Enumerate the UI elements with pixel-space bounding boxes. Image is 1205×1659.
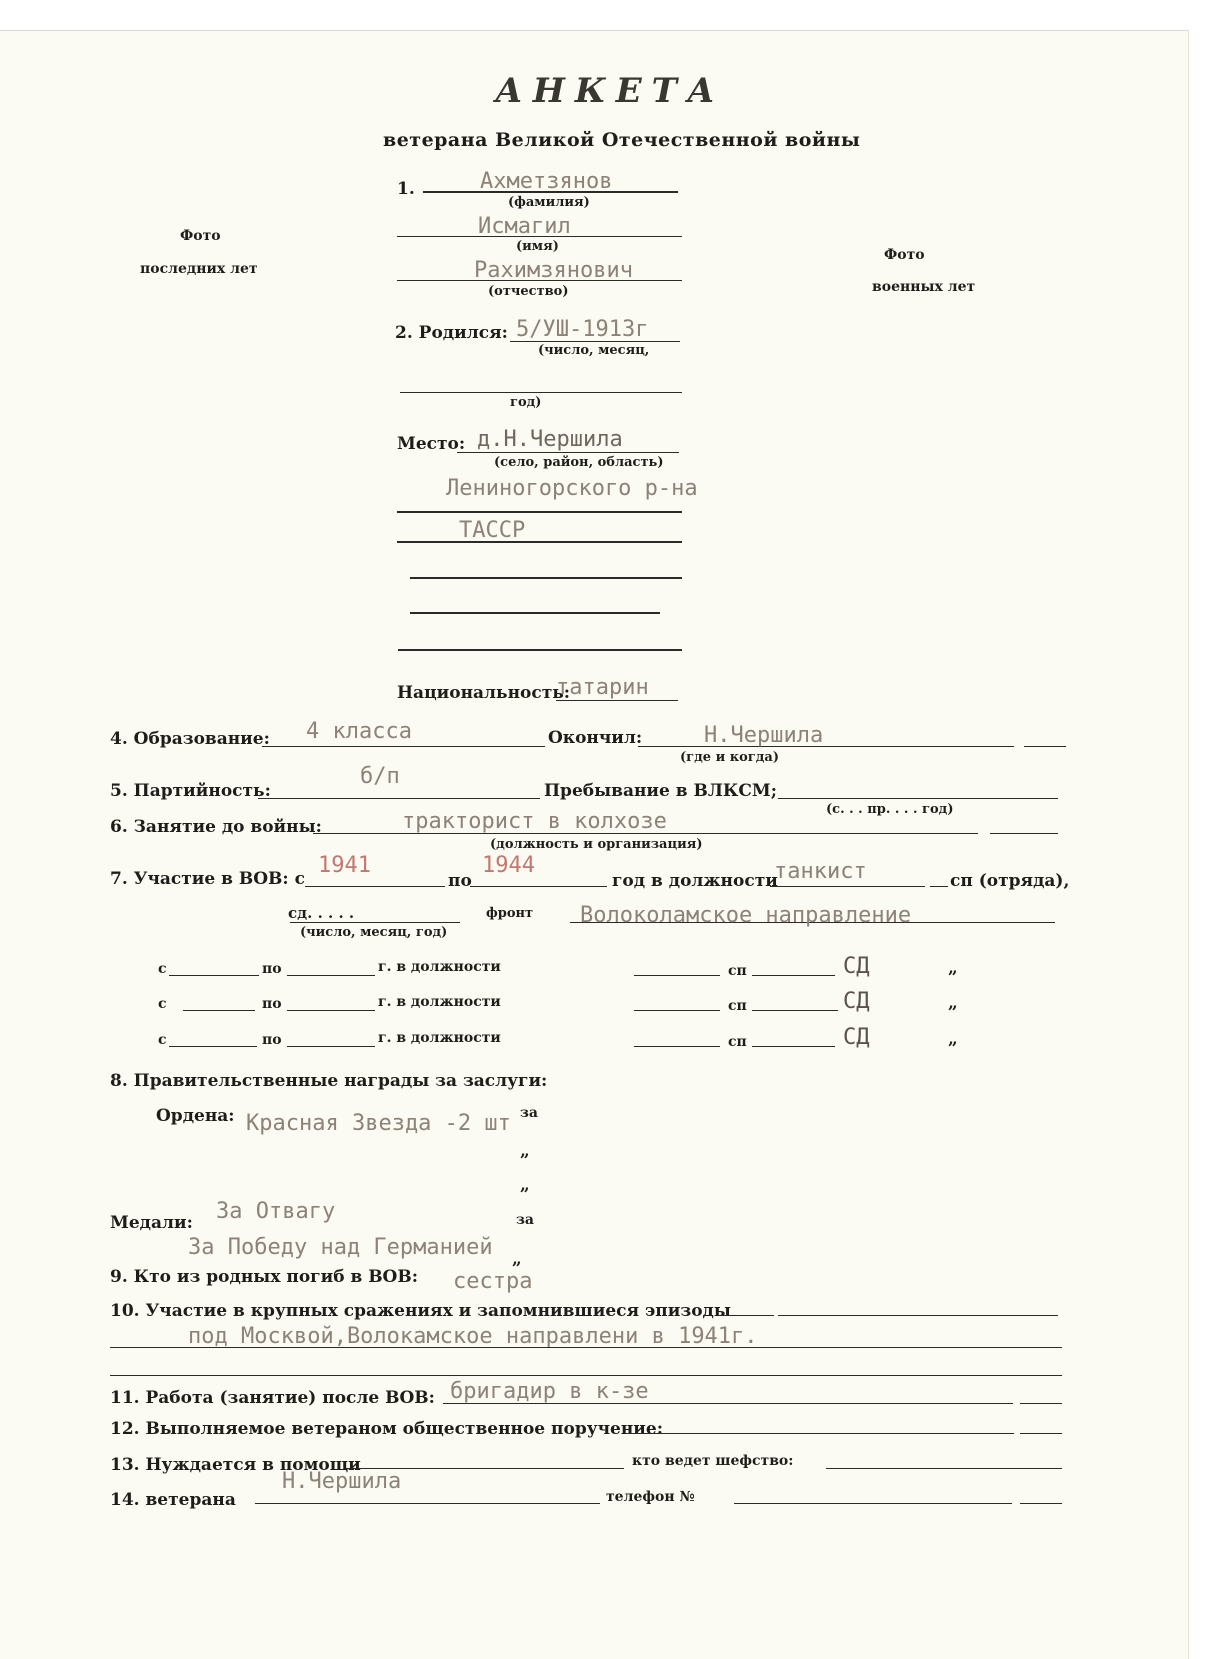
finished-caption: (где и когда) [680,750,780,765]
patronymic-caption: (отчество) [488,284,569,299]
medal-value-2: За Победу над Германией [188,1235,493,1260]
q2-born-label: 2. Родился: [395,323,508,343]
name-caption: (имя) [516,239,559,254]
ww2-to-label: по [448,871,472,891]
place-value-3: ТАССР [459,518,526,543]
ww2-unit-label: сп (отряда), [950,871,1070,891]
education-line [262,746,545,747]
order-ditto-2: „ [520,1175,530,1195]
birthyear-caption: год) [510,395,542,410]
ww2-from-value: 1941 [318,853,371,878]
battles-line-1b [778,1315,1058,1316]
ww2-from-line [305,886,445,887]
needs-help-label: 13. Нуждается в помощи [110,1455,361,1475]
order-za-1: за [520,1105,539,1121]
place-line-4 [410,577,682,579]
veteran-address-label: 14. ветерана [110,1490,236,1510]
ww2-to-line [470,886,607,887]
orders-label: Ордена: [156,1106,235,1126]
birthyear-line [400,392,682,393]
prewar-occupation-label: 6. Занятие до войны: [110,817,322,837]
ww2-front-value: Волоколамское направление [580,903,912,928]
ww2-position-value: танкист [774,859,867,884]
komsomol-caption: (с. . . пр. . . . год) [826,802,954,817]
public-duty-line-tail [1020,1433,1062,1434]
battles-value: под Москвой,Волокамское направлени в 1941г. [188,1324,758,1349]
finished-label: Окончил: [548,728,643,748]
ww2-participation-label: 7. Участие в ВОВ: с [110,869,305,889]
order-value-1: Красная Звезда -2 шт [246,1111,511,1136]
ww2-to-value: 1944 [482,853,535,878]
finished-value: Н.Чершила [704,723,824,748]
party-value: б/п [360,764,400,789]
ww2-sd-line [290,922,460,923]
place-caption: (село, район, область) [494,455,664,470]
q1-number: 1. [397,179,415,199]
nationality-value: татарин [556,675,649,700]
education-label: 4. Образование: [110,729,270,749]
questionnaire-sheet: АНКЕТА ветерана Великой Отечественной войны Фото последних лет Фото военных лет 1. Ахметзянов (фамилия) Исмагил (имя) Рахимзянович (отчество) 2. Родился: 5/УШ-1913г (число, месяц, год) Место: д.Н.Чершила (село, район, область) Лениногорского р-на ТАССР Национальность: татарин 4. Образование: 4 класса Окончил: Н.Чершила (где и когда) 5. Партийность: б/п Пребывание в ВЛКСМ; (с. . . пр. . . . год) 6. Занятие до войны: тракторист в колхозе (должность и организация) 7. Участие в ВОВ: с 1941 по 1944 год в должности танкист сп (отряда), сд. . . . . фронт Волоколамское направление (число, месяц, год) с по г. в должности сп СД „ с по г. в должности сп СД „ с по г. в должности сп СД „ 8. Правительственные награды за заслуги: Ордена: Красная Звезда -2 шт за „ „ Медали: За Отвагу за За Победу над Германией „ 9. Кто из родных погиб в ВОВ: сестра 10. Участие в крупных сражениях и запомнившиеся эпизоды под Москвой,Волокамское направлени в 1941г. 11. Работа (занятие) после ВОВ: бригадир в к-зе 12. Выполняемое ветераном общественное поручение: 13. Нуждается в помощи кто ведет шефство: 14. ветерана Н.Чершила телефон № [0,30,1189,1659]
ww2-position-label: год в должности [612,871,778,891]
public-duty-label: 12. Выполняемое ветераном общественное поручение: [110,1419,663,1439]
party-line [258,798,540,799]
veteran-address-value: Н.Чершила [282,1469,402,1494]
party-label: 5. Партийность: [110,781,271,801]
battles-line-3 [110,1375,1062,1376]
place-line-5 [410,612,660,614]
patron-label: кто ведет шефство: [632,1453,794,1469]
medal-ditto: „ [512,1249,522,1269]
medal-value-1: За Отвагу [216,1199,336,1224]
relatives-killed-value: сестра [453,1269,533,1294]
finished-line-tail [1024,746,1066,747]
place-line-3 [397,541,682,543]
phone-line-tail [1020,1503,1062,1504]
nationality-label: Национальность: [397,683,571,703]
patronymic-value: Рахимзянович [474,258,633,283]
ww2-date-caption: (число, месяц, год) [300,925,448,940]
komsomol-label: Пребывание в ВЛКСМ; [544,781,777,801]
prewar-occupation-value: тракторист в колхозе [402,809,667,834]
finished-line [638,746,1014,747]
name-value: Исмагил [478,214,571,239]
public-duty-line [626,1433,1014,1434]
postwar-work-value: бригадир в к-зе [450,1379,649,1404]
form-subtitle: ветерана Великой Отечественной войны [383,129,861,151]
battles-line-1a [718,1315,774,1316]
place-value-2: Лениногорского р-на [446,476,698,501]
order-ditto-1: „ [520,1141,530,1161]
awards-label: 8. Правительственные награды за заслуги: [110,1071,548,1091]
surname-caption: (фамилия) [508,195,590,210]
ww2-position-line-tail [930,886,948,887]
birthdate-value: 5/УШ-1913г [516,317,649,342]
nationality-line [556,700,678,701]
place-label: Место: [397,434,466,454]
ww2-sd-label: сд. . . . . [288,904,355,922]
patron-line [826,1468,1062,1469]
ww2-position-line [770,886,925,887]
prewar-occupation-caption: (должность и организация) [490,837,703,852]
place-line-2 [397,511,682,513]
postwar-work-line-tail [1020,1403,1062,1404]
place-value-1: д.Н.Чершила [477,427,623,452]
surname-value: Ахметзянов [480,169,613,194]
postwar-work-label: 11. Работа (занятие) после ВОВ: [110,1388,435,1408]
place-line-6 [398,649,682,651]
prewar-occupation-line-tail [990,833,1058,834]
komsomol-line [778,798,1058,799]
veteran-address-line [255,1503,600,1504]
birthdate-caption: (число, месяц, [538,343,650,358]
ww2-front-label: фронт [486,906,534,921]
phone-label: телефон № [606,1489,695,1505]
phone-line [734,1503,1012,1504]
battles-line-2 [110,1347,1062,1348]
education-value: 4 класса [306,719,412,744]
place-line-1 [457,452,679,453]
battles-label: 10. Участие в крупных сражениях и запомнившиеся эпизоды [110,1301,731,1321]
medal-za: за [516,1212,535,1228]
relatives-killed-label: 9. Кто из родных погиб в ВОВ: [110,1267,419,1287]
medals-label: Медали: [110,1213,193,1233]
form-title: АНКЕТА [495,71,725,111]
